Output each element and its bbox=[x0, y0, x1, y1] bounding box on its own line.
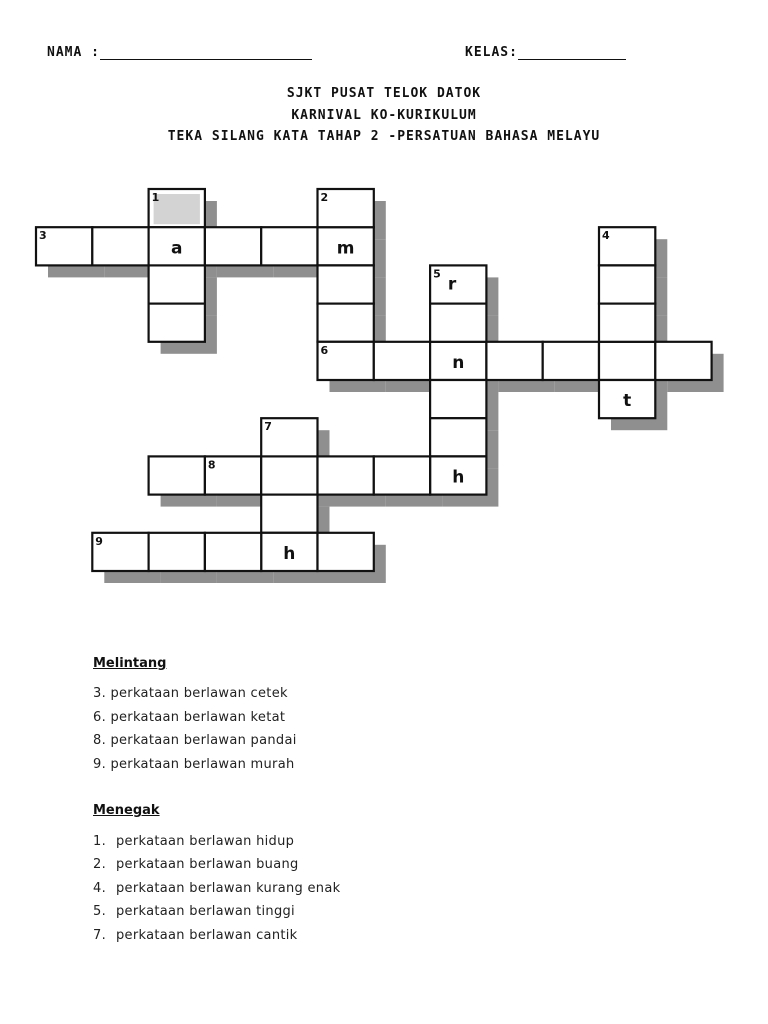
clue-number: 9 bbox=[95, 534, 103, 548]
crossword-cell bbox=[486, 342, 542, 380]
crossword-cell bbox=[92, 227, 148, 265]
crossword-cell bbox=[599, 304, 655, 342]
across-clue: 6. perkataan berlawan ketat bbox=[93, 710, 286, 725]
clue-number: 7 bbox=[264, 420, 272, 434]
given-letter: n bbox=[452, 352, 465, 373]
given-letter: t bbox=[623, 391, 632, 412]
crossword-cell bbox=[149, 456, 205, 494]
given-letter: r bbox=[447, 274, 457, 295]
crossword-cell bbox=[599, 342, 655, 380]
across-heading: Melintang bbox=[93, 656, 167, 671]
across-clue: 3. perkataan berlawan cetek bbox=[93, 686, 288, 701]
clue-number: 5 bbox=[433, 267, 441, 281]
down-clue: 2. perkataan berlawan buang bbox=[93, 857, 299, 872]
crossword-cell bbox=[205, 227, 261, 265]
crossword-cell bbox=[318, 304, 374, 342]
clue-number: 3 bbox=[39, 229, 47, 243]
clue-number: 6 bbox=[320, 343, 329, 357]
crossword-cell bbox=[149, 265, 205, 303]
event-title: KARNIVAL KO-KURIKULUM bbox=[291, 108, 477, 123]
puzzle-title: TEKA SILANG KATA TAHAP 2 -PERSATUAN BAHASA MELAYU bbox=[167, 129, 601, 144]
given-letter: a bbox=[171, 238, 183, 259]
crossword-cell bbox=[261, 456, 317, 494]
given-letter: m bbox=[336, 238, 355, 259]
crossword-cell bbox=[374, 342, 430, 380]
clue-number: 1 bbox=[151, 191, 160, 204]
school-title: SJKT PUSAT TELOK DATOK bbox=[286, 86, 482, 101]
clue-number: 8 bbox=[207, 458, 216, 472]
down-clue: 4. perkataan berlawan kurang enak bbox=[93, 881, 341, 896]
highlight-cell bbox=[154, 194, 200, 224]
across-clue: 9. perkataan berlawan murah bbox=[93, 757, 295, 772]
crossword-cell bbox=[599, 265, 655, 303]
clue-number: 4 bbox=[602, 229, 610, 243]
crossword-cell bbox=[149, 533, 205, 571]
given-letter: h bbox=[452, 467, 465, 488]
crossword-cell bbox=[318, 456, 374, 494]
kelas-label: KELAS: bbox=[465, 45, 518, 60]
clue-number: 2 bbox=[320, 191, 329, 204]
crossword-cell bbox=[205, 533, 261, 571]
crossword-cell bbox=[374, 456, 430, 494]
down-clue: 1. perkataan berlawan hidup bbox=[93, 834, 295, 849]
crossword-cell bbox=[655, 342, 711, 380]
crossword-cell bbox=[430, 304, 486, 342]
crossword-cell bbox=[149, 304, 205, 342]
down-clue: 5. perkataan berlawan tinggi bbox=[93, 904, 295, 919]
crossword-cell bbox=[543, 342, 599, 380]
crossword-cell bbox=[430, 418, 486, 456]
crossword-cell bbox=[261, 227, 317, 265]
across-clue: 8. perkataan berlawan pandai bbox=[93, 733, 297, 748]
down-heading: Menegak bbox=[93, 803, 160, 818]
crossword-cell bbox=[318, 265, 374, 303]
crossword-cell bbox=[318, 533, 374, 571]
down-clue: 7. perkataan berlawan cantik bbox=[93, 928, 298, 943]
nama-label: NAMA : bbox=[47, 45, 100, 60]
given-letter: h bbox=[283, 543, 296, 564]
crossword-cell bbox=[261, 495, 317, 533]
crossword-cell bbox=[430, 380, 486, 418]
